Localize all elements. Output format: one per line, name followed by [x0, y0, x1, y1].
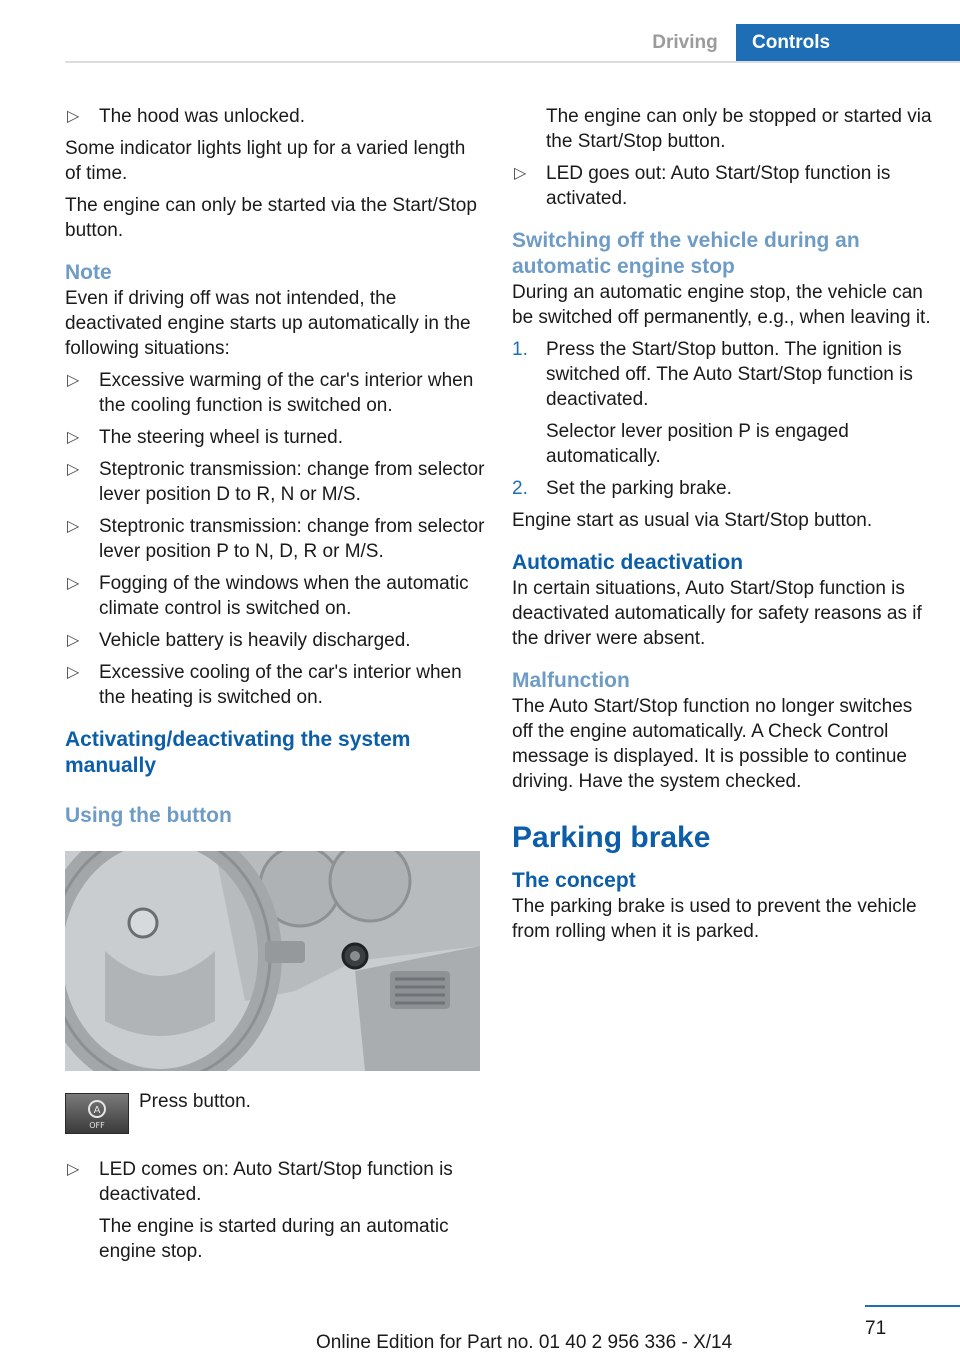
section-tab-controls: Controls [736, 24, 960, 61]
heading-activating: Activating/deactivating the system manually [65, 728, 411, 777]
triangle-bullet-icon: ▷ [67, 664, 80, 681]
list-item [65, 571, 485, 621]
left-column [65, 104, 485, 1271]
cockpit-illustration [65, 851, 480, 1071]
list-item-subtext: The engine can only be stopped or started via the Start/Stop button. [546, 106, 932, 152]
step-number: 2. [512, 478, 528, 499]
note-title: Note [65, 261, 112, 284]
list-item-text: Fogging of the windows when the automatic climate control is switched on. [99, 573, 469, 619]
svg-text:OFF: OFF [89, 1121, 105, 1130]
paragraph: The Auto Start/Stop function no longer switches off the engine automatically. A Check Control message is displayed. It is possible to continue driving. Have the system checked. [512, 696, 913, 792]
press-button-text: Press button. [139, 1091, 251, 1112]
paragraph: Some indicator lights light up for a varied length of time. [65, 138, 466, 184]
heading-using-button: Using the button [65, 804, 232, 827]
list-item [65, 628, 485, 653]
paragraph: Engine start as usual via Start/Stop button. [512, 510, 873, 531]
triangle-bullet-icon: ▷ [514, 165, 527, 182]
numbered-step [512, 337, 932, 412]
step-number: 1. [512, 339, 528, 360]
triangle-bullet-icon: ▷ [67, 1161, 80, 1178]
triangle-bullet-icon: ▷ [67, 372, 80, 389]
paragraph: The engine can only be started via the Start/Stop button. [65, 195, 477, 241]
list-item [65, 660, 485, 710]
header-rule [65, 61, 960, 63]
triangle-bullet-icon: ▷ [67, 461, 80, 478]
auto-start-stop-button-icon [65, 1093, 129, 1134]
right-column [512, 104, 932, 951]
list-item-text: Vehicle battery is heavily discharged. [99, 630, 411, 651]
auto-off-icon [66, 1094, 128, 1133]
list-item-text: Excessive warming of the car's interior when the cooling function is switched on. [99, 370, 474, 416]
note-text: Even if driving off was not intended, the deactivated engine starts up automatically in the following situations: [65, 288, 471, 359]
heading-automatic-deactivation: Automatic deactivation [512, 551, 744, 574]
heading-malfunction: Malfunction [512, 669, 630, 692]
list-item [512, 161, 932, 211]
list-item [65, 425, 485, 450]
svg-text:A: A [93, 1105, 101, 1116]
list-item [65, 457, 485, 507]
paragraph: During an automatic engine stop, the vehicle can be switched off permanently, e.g., when leaving it. [512, 282, 931, 328]
step-subtext: Selector lever position P is engaged automatically. [546, 421, 849, 467]
list-item [65, 514, 485, 564]
list-item-text: LED comes on: Auto Start/Stop function is deactivated. [99, 1159, 453, 1205]
heading-switching-off: Switching off the vehicle during an automatic engine stop [512, 229, 860, 278]
heading-parking-brake: Parking brake [512, 821, 711, 854]
list-item [65, 1157, 485, 1207]
list-item-text: Excessive cooling of the car's interior when the heating is switched on. [99, 662, 462, 708]
list-item-text: The steering wheel is turned. [99, 427, 343, 448]
list-item-text: LED goes out: Auto Start/Stop function is activated. [546, 163, 891, 209]
page-number: 71 [865, 1318, 887, 1339]
triangle-bullet-icon: ▷ [67, 429, 80, 446]
section-tab-driving: Driving [634, 24, 736, 61]
list-item-text: Steptronic transmission: change from selector lever position P to N, D, R or M/S. [99, 516, 485, 562]
edition-text: Online Edition for Part no. 01 40 2 956 336 - X/14 [316, 1332, 733, 1353]
triangle-bullet-icon: ▷ [67, 108, 80, 125]
paragraph: In certain situations, Auto Start/Stop function is deactivated automatically for safety reasons as if the driver were absent. [512, 578, 922, 649]
step-text: Press the Start/Stop button. The ignition is switched off. The Auto Start/Stop function is deactivated. [546, 339, 913, 410]
press-button-row [65, 1089, 485, 1153]
list-item [65, 104, 485, 129]
triangle-bullet-icon: ▷ [67, 575, 80, 592]
triangle-bullet-icon: ▷ [67, 632, 80, 649]
list-item [65, 368, 485, 418]
numbered-step [512, 476, 932, 501]
list-item-text: Steptronic transmission: change from selector lever position D to R, N or M/S. [99, 459, 485, 505]
list-item-text: The hood was unlocked. [99, 106, 305, 127]
paragraph: The parking brake is used to prevent the vehicle from rolling when it is parked. [512, 896, 917, 942]
triangle-bullet-icon: ▷ [67, 518, 80, 535]
cockpit-drawing [65, 851, 480, 1071]
heading-the-concept: The concept [512, 869, 636, 892]
step-text: Set the parking brake. [546, 478, 732, 499]
footer-rule [865, 1305, 960, 1307]
list-item-subtext: The engine is started during an automatic engine stop. [99, 1216, 449, 1262]
